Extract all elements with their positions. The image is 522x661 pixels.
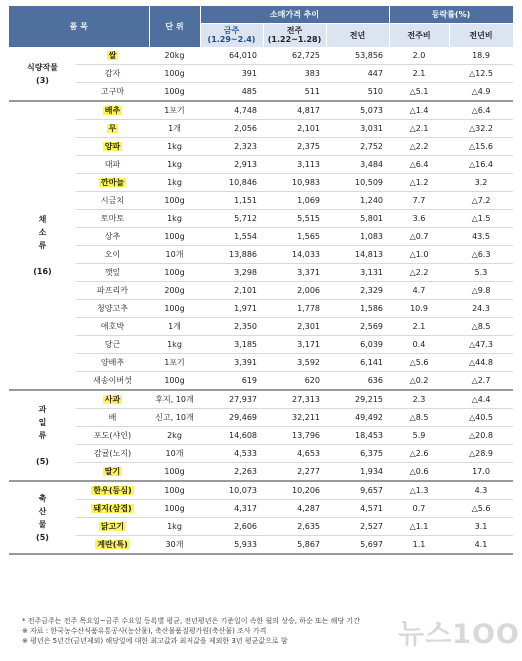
unit-cell: 100g <box>149 83 200 102</box>
change-vs-last-week: △0.7 <box>389 228 449 246</box>
change-vs-prev-year: △4.9 <box>449 83 513 102</box>
item-name: 감귤(노지) <box>93 449 132 458</box>
prev-year-price: 636 <box>326 372 389 391</box>
change-vs-last-week: 5.9 <box>389 427 449 445</box>
watermark-logo: 뉴스1OO <box>398 619 520 650</box>
change-vs-prev-year: △20.8 <box>449 427 513 445</box>
this-week-price: 2,101 <box>200 282 263 300</box>
header-change-rate: 등락률(%) <box>389 6 513 23</box>
table-row <box>9 463 513 482</box>
last-week-price: 383 <box>263 65 326 83</box>
last-week-price: 62,725 <box>263 47 326 65</box>
item-name-cell <box>76 156 149 174</box>
header-unit: 단 위 <box>149 6 200 47</box>
table-row <box>9 156 513 174</box>
last-week-price: 2,101 <box>263 120 326 138</box>
unit-cell: 100g <box>149 500 200 518</box>
table-row <box>9 427 513 445</box>
last-week-price: 4,817 <box>263 101 326 120</box>
unit-cell: 200g <box>149 282 200 300</box>
table-row <box>9 336 513 354</box>
last-week-price: 1,778 <box>263 300 326 318</box>
item-name: 오이 <box>104 250 121 259</box>
item-name-cell <box>76 47 149 65</box>
change-vs-last-week: △2.2 <box>389 264 449 282</box>
item-name-cell <box>76 174 149 192</box>
item-name-cell <box>76 463 149 482</box>
header-last-week-label: 전주 <box>286 26 303 36</box>
item-name: 사과 <box>104 395 121 404</box>
this-week-price: 4,317 <box>200 500 263 518</box>
this-week-price: 485 <box>200 83 263 102</box>
header-last-week <box>263 23 326 47</box>
table-row <box>9 83 513 102</box>
item-name: 청양고추 <box>97 304 128 313</box>
last-week-price: 3,371 <box>263 264 326 282</box>
retail-price-table <box>9 6 514 555</box>
change-vs-last-week: 2.3 <box>389 390 449 409</box>
change-vs-prev-year: △47.3 <box>449 336 513 354</box>
last-week-price: 620 <box>263 372 326 391</box>
table-row <box>9 246 513 264</box>
item-name-cell <box>76 264 149 282</box>
table-row <box>9 101 513 120</box>
change-vs-prev-year: △8.5 <box>449 318 513 336</box>
this-week-price: 2,350 <box>200 318 263 336</box>
change-vs-prev-year: △16.4 <box>449 156 513 174</box>
unit-cell: 1개 <box>149 318 200 336</box>
change-vs-last-week: △1.0 <box>389 246 449 264</box>
item-name-cell <box>76 210 149 228</box>
unit-cell: 신고, 10개 <box>149 409 200 427</box>
last-week-price: 27,313 <box>263 390 326 409</box>
prev-year-price: 3,031 <box>326 120 389 138</box>
footnote: ※ 평년은 5년간(금년제외) 해당일에 대한 최고값과 최저값을 제외한 3년 평균값으로 함 <box>22 637 288 645</box>
last-week-price: 3,171 <box>263 336 326 354</box>
table-row <box>9 192 513 210</box>
table-row <box>9 354 513 372</box>
change-vs-prev-year: △9.8 <box>449 282 513 300</box>
category-label <box>9 481 76 554</box>
header-vs-prev-year: 전년비 <box>449 23 513 47</box>
item-name-cell <box>76 354 149 372</box>
unit-cell: 1kg <box>149 174 200 192</box>
prev-year-price: 1,586 <box>326 300 389 318</box>
item-name-cell <box>76 390 149 409</box>
table-row <box>9 409 513 427</box>
item-name: 당근 <box>104 340 121 349</box>
last-week-price: 2,277 <box>263 463 326 482</box>
change-vs-last-week: 3.6 <box>389 210 449 228</box>
change-vs-prev-year: △40.5 <box>449 409 513 427</box>
prev-year-price: 3,484 <box>326 156 389 174</box>
category-label <box>9 101 76 390</box>
item-name-cell <box>76 228 149 246</box>
prev-year-price: 14,813 <box>326 246 389 264</box>
item-name: 배 <box>108 413 117 422</box>
category-label <box>9 390 76 481</box>
unit-cell: 100g <box>149 65 200 83</box>
change-vs-prev-year: 5.3 <box>449 264 513 282</box>
last-week-price: 2,635 <box>263 518 326 536</box>
this-week-price: 10,073 <box>200 481 263 500</box>
item-name: 양배추 <box>100 358 125 367</box>
change-vs-last-week: △1.2 <box>389 174 449 192</box>
last-week-price: 32,211 <box>263 409 326 427</box>
unit-cell: 1포기 <box>149 354 200 372</box>
this-week-price: 4,748 <box>200 101 263 120</box>
prev-year-price: 6,375 <box>326 445 389 463</box>
unit-cell: 1포기 <box>149 101 200 120</box>
unit-cell: 1kg <box>149 156 200 174</box>
change-vs-last-week: △2.6 <box>389 445 449 463</box>
prev-year-price: 2,569 <box>326 318 389 336</box>
change-vs-prev-year: △32.2 <box>449 120 513 138</box>
last-week-price: 5,515 <box>263 210 326 228</box>
change-vs-prev-year: △12.5 <box>449 65 513 83</box>
item-name-cell <box>76 427 149 445</box>
prev-year-price: 9,657 <box>326 481 389 500</box>
change-vs-last-week: △8.5 <box>389 409 449 427</box>
last-week-price: 3,592 <box>263 354 326 372</box>
change-vs-last-week: 2.1 <box>389 65 449 83</box>
unit-cell: 100g <box>149 264 200 282</box>
table-row <box>9 210 513 228</box>
unit-cell: 100g <box>149 463 200 482</box>
this-week-price: 1,554 <box>200 228 263 246</box>
last-week-price: 4,653 <box>263 445 326 463</box>
this-week-price: 5,933 <box>200 536 263 555</box>
footnote: ※ 자료 : 한국농수산식품유통공사(농산물), 축산물품질평가원(축산물) 조사 가격 <box>22 627 267 635</box>
item-name-cell <box>76 192 149 210</box>
item-name-cell <box>76 336 149 354</box>
item-name: 양파 <box>104 142 121 151</box>
item-name-cell <box>76 300 149 318</box>
prev-year-price: 2,329 <box>326 282 389 300</box>
item-name-cell <box>76 500 149 518</box>
change-vs-last-week: △1.3 <box>389 481 449 500</box>
change-vs-last-week: △5.6 <box>389 354 449 372</box>
prev-year-price: 447 <box>326 65 389 83</box>
unit-cell: 1개 <box>149 120 200 138</box>
unit-cell: 100g <box>149 372 200 391</box>
item-name-cell <box>76 83 149 102</box>
item-name-cell <box>76 101 149 120</box>
header-this-week-period: (1.29~2.4) <box>207 35 256 45</box>
header-vs-last-week: 전주비 <box>389 23 449 47</box>
change-vs-prev-year: 17.0 <box>449 463 513 482</box>
last-week-price: 4,287 <box>263 500 326 518</box>
last-week-price: 1,069 <box>263 192 326 210</box>
unit-cell: 100g <box>149 228 200 246</box>
unit-cell: 1kg <box>149 336 200 354</box>
this-week-price: 3,298 <box>200 264 263 282</box>
last-week-price: 1,565 <box>263 228 326 246</box>
item-name-cell <box>76 409 149 427</box>
prev-year-price: 29,215 <box>326 390 389 409</box>
last-week-price: 13,796 <box>263 427 326 445</box>
change-vs-last-week: 1.1 <box>389 536 449 555</box>
change-vs-last-week: 2.1 <box>389 318 449 336</box>
change-vs-last-week: △2.2 <box>389 138 449 156</box>
header-prev-year: 전년 <box>326 23 389 47</box>
table-row <box>9 300 513 318</box>
change-vs-prev-year: △15.6 <box>449 138 513 156</box>
this-week-price: 27,937 <box>200 390 263 409</box>
table-row <box>9 318 513 336</box>
unit-cell: 1kg <box>149 518 200 536</box>
this-week-price: 2,056 <box>200 120 263 138</box>
change-vs-last-week: △0.2 <box>389 372 449 391</box>
change-vs-prev-year: 18.9 <box>449 47 513 65</box>
change-vs-prev-year: △5.6 <box>449 500 513 518</box>
this-week-price: 2,606 <box>200 518 263 536</box>
change-vs-prev-year: △44.8 <box>449 354 513 372</box>
item-name: 무 <box>108 124 117 133</box>
change-vs-last-week: △0.6 <box>389 463 449 482</box>
prev-year-price: 1,934 <box>326 463 389 482</box>
prev-year-price: 5,801 <box>326 210 389 228</box>
prev-year-price: 4,571 <box>326 500 389 518</box>
item-name-cell <box>76 318 149 336</box>
item-name: 대파 <box>104 160 121 169</box>
last-week-price: 10,983 <box>263 174 326 192</box>
unit-cell: 10개 <box>149 445 200 463</box>
item-name-cell <box>76 65 149 83</box>
item-name: 시금치 <box>100 196 125 205</box>
table-row <box>9 390 513 409</box>
last-week-price: 2,375 <box>263 138 326 156</box>
change-vs-last-week: △5.1 <box>389 83 449 102</box>
change-vs-prev-year: △6.4 <box>449 101 513 120</box>
last-week-price: 511 <box>263 83 326 102</box>
unit-cell: 30개 <box>149 536 200 555</box>
last-week-price: 10,206 <box>263 481 326 500</box>
this-week-price: 619 <box>200 372 263 391</box>
this-week-price: 64,010 <box>200 47 263 65</box>
unit-cell: 100g <box>149 192 200 210</box>
item-name: 깐마늘 <box>100 178 125 187</box>
table-row <box>9 282 513 300</box>
change-vs-last-week: 2.0 <box>389 47 449 65</box>
this-week-price: 2,323 <box>200 138 263 156</box>
change-vs-prev-year: 3.2 <box>449 174 513 192</box>
item-name: 닭고기 <box>100 522 125 531</box>
item-name: 감자 <box>104 69 121 78</box>
change-vs-prev-year: 4.1 <box>449 536 513 555</box>
last-week-price: 2,301 <box>263 318 326 336</box>
item-name: 깻잎 <box>104 268 121 277</box>
change-vs-last-week: △6.4 <box>389 156 449 174</box>
change-vs-last-week: 4.7 <box>389 282 449 300</box>
footnote: * 전주금주는 전주 목요일~금주 수요일 등록별 평균, 전년평년은 기준일이 속한 월의 상승, 하순 또는 해당 기간 <box>22 617 360 625</box>
last-week-price: 3,113 <box>263 156 326 174</box>
item-name: 새송이버섯 <box>93 376 132 385</box>
item-name: 한우(등심) <box>93 486 132 495</box>
category-text: 축 산 물 (5) <box>36 493 49 542</box>
item-name-cell <box>76 536 149 555</box>
item-name-cell <box>76 372 149 391</box>
table-row <box>9 518 513 536</box>
change-vs-prev-year: △6.3 <box>449 246 513 264</box>
item-name: 애호박 <box>100 322 125 331</box>
unit-cell: 10개 <box>149 246 200 264</box>
header-last-week-period: (1.22~1.28) <box>267 35 322 45</box>
change-vs-last-week: △1.1 <box>389 518 449 536</box>
prev-year-price: 2,527 <box>326 518 389 536</box>
change-vs-last-week: 0.7 <box>389 500 449 518</box>
category-label <box>9 47 76 101</box>
prev-year-price: 1,240 <box>326 192 389 210</box>
this-week-price: 10,846 <box>200 174 263 192</box>
change-vs-prev-year: 4.3 <box>449 481 513 500</box>
change-vs-last-week: 7.7 <box>389 192 449 210</box>
item-name: 배추 <box>104 106 121 115</box>
table-row <box>9 372 513 391</box>
prev-year-price: 5,697 <box>326 536 389 555</box>
item-name: 쌀 <box>108 51 117 60</box>
table-row <box>9 138 513 156</box>
table-row <box>9 481 513 500</box>
last-week-price: 2,006 <box>263 282 326 300</box>
unit-cell: 1kg <box>149 210 200 228</box>
table-row <box>9 65 513 83</box>
item-name-cell <box>76 282 149 300</box>
prev-year-price: 10,509 <box>326 174 389 192</box>
prev-year-price: 53,856 <box>326 47 389 65</box>
item-name: 계란(특) <box>97 540 128 549</box>
item-name: 상추 <box>104 232 121 241</box>
change-vs-last-week: 0.4 <box>389 336 449 354</box>
unit-cell: 2kg <box>149 427 200 445</box>
change-vs-prev-year: △2.7 <box>449 372 513 391</box>
prev-year-price: 3,131 <box>326 264 389 282</box>
this-week-price: 2,913 <box>200 156 263 174</box>
change-vs-last-week: △1.4 <box>389 101 449 120</box>
table-row <box>9 264 513 282</box>
category-text: 채 소 류 (16) <box>33 215 52 276</box>
this-week-price: 29,469 <box>200 409 263 427</box>
change-vs-prev-year: 24.3 <box>449 300 513 318</box>
item-name: 파프리카 <box>97 286 128 295</box>
prev-year-price: 1,083 <box>326 228 389 246</box>
item-name: 딸기 <box>104 467 121 476</box>
table-row <box>9 500 513 518</box>
header-this-week <box>200 23 263 47</box>
this-week-price: 14,608 <box>200 427 263 445</box>
header-retail-trend: 소매가격 추이 <box>200 6 389 23</box>
change-vs-prev-year: 43.5 <box>449 228 513 246</box>
this-week-price: 4,533 <box>200 445 263 463</box>
this-week-price: 2,263 <box>200 463 263 482</box>
this-week-price: 1,151 <box>200 192 263 210</box>
prev-year-price: 6,039 <box>326 336 389 354</box>
prev-year-price: 2,752 <box>326 138 389 156</box>
this-week-price: 13,886 <box>200 246 263 264</box>
table-body <box>9 47 513 554</box>
prev-year-price: 49,492 <box>326 409 389 427</box>
change-vs-prev-year: △4.4 <box>449 390 513 409</box>
this-week-price: 1,971 <box>200 300 263 318</box>
table-row <box>9 47 513 65</box>
item-name-cell <box>76 445 149 463</box>
item-name-cell <box>76 518 149 536</box>
this-week-price: 3,185 <box>200 336 263 354</box>
table-row <box>9 174 513 192</box>
item-name-cell <box>76 481 149 500</box>
this-week-price: 391 <box>200 65 263 83</box>
prev-year-price: 18,453 <box>326 427 389 445</box>
unit-cell: 20kg <box>149 47 200 65</box>
table-row <box>9 228 513 246</box>
change-vs-prev-year: 3.1 <box>449 518 513 536</box>
change-vs-prev-year: △7.2 <box>449 192 513 210</box>
header-item: 품 목 <box>9 6 149 47</box>
change-vs-last-week: 10.9 <box>389 300 449 318</box>
category-text: 식량작물 (3) <box>27 62 58 85</box>
item-name-cell <box>76 246 149 264</box>
item-name: 포도(샤인) <box>93 431 132 440</box>
item-name-cell <box>76 120 149 138</box>
unit-cell: 후지, 10개 <box>149 390 200 409</box>
item-name-cell <box>76 138 149 156</box>
table-row <box>9 445 513 463</box>
this-week-price: 5,712 <box>200 210 263 228</box>
prev-year-price: 5,073 <box>326 101 389 120</box>
item-name: 고구마 <box>100 87 125 96</box>
change-vs-prev-year: △1.5 <box>449 210 513 228</box>
last-week-price: 5,867 <box>263 536 326 555</box>
item-name: 돼지(삼겹) <box>93 504 132 513</box>
table-row <box>9 536 513 555</box>
unit-cell: 1kg <box>149 138 200 156</box>
this-week-price: 3,391 <box>200 354 263 372</box>
unit-cell: 100g <box>149 300 200 318</box>
last-week-price: 14,033 <box>263 246 326 264</box>
change-vs-last-week: △2.1 <box>389 120 449 138</box>
unit-cell: 100g <box>149 481 200 500</box>
table-row <box>9 120 513 138</box>
item-name: 토마토 <box>100 214 125 223</box>
change-vs-prev-year: △28.9 <box>449 445 513 463</box>
category-text: 과 일 류 (5) <box>36 405 49 466</box>
footnotes <box>22 616 360 646</box>
prev-year-price: 510 <box>326 83 389 102</box>
header-this-week-label: 금주 <box>223 26 240 36</box>
prev-year-price: 6,141 <box>326 354 389 372</box>
